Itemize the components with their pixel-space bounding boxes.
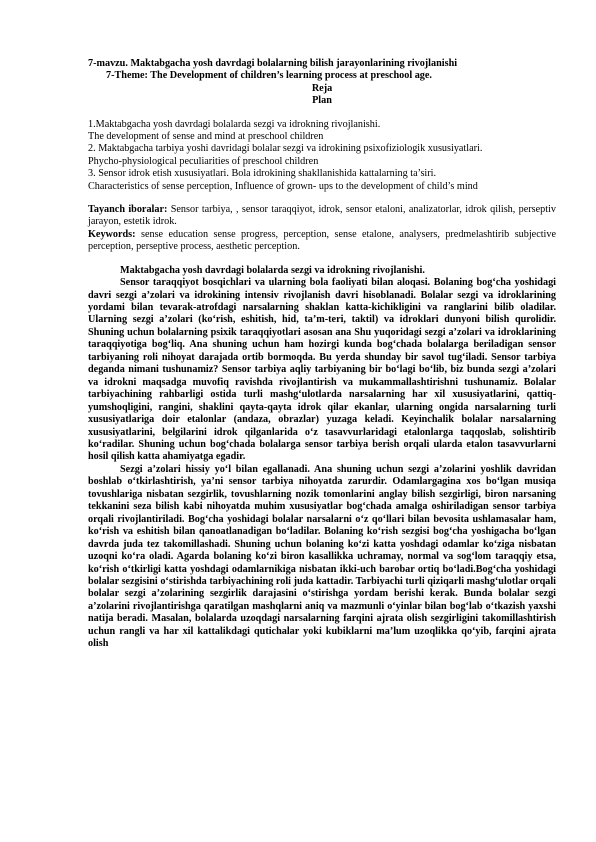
keywords-en — [88, 229, 556, 254]
document-title-en: 7-Theme: The Development of children’s learning process at preschool age. — [106, 70, 432, 82]
keywords-uz-text: Sensor tarbiya, , sensor taraqqiyot, idrok, sensor etaloni, analizatorlar, idrok qilish, perseptiv jarayon, estetik idrok. — [88, 204, 556, 228]
document-title-uz: 7-mavzu. Maktabgacha yosh davrdagi bolalarning bilish jarayonlarining rivojlanishi — [88, 58, 458, 69]
section-title: Maktabgacha yosh davrdagi bolalarda sezgi va idrokning rivojlanishi. — [120, 264, 425, 276]
plan-item: Characteristics of sense perception, Influence of grown- ups to the development of child’s mind — [88, 180, 478, 192]
keywords-uz-label: Tayanch iboralar: — [88, 204, 168, 216]
body-paragraph: Sezgi a’zolari hissiy yo‘l bilan egallanadi. Ana shuning uchun sezgi a’zolarini yoshlik davridan boshlab o‘tkirlashtirish, ya’ni sensor tarbiya nihoyatda zarurdir. Odamlargagina xos bo‘lgan musiqa tovushlariga nisbatan sezgirlik, tovushlarning nozik tomonlarini anglay bilish sezgirligi, biron narsaning tekkanini seza bilish kabi nihoyatda muhim xususiyatlar bog‘chada amalga oshiriladigan sensor tarbiya orqali rivojlantiriladi. Bog‘cha yoshidagi bolalar narsalarni o‘z qo‘llari bilan bevosita ushlamasalar ham, ko‘rish va eshitish bilan qanoatlanadigan bo‘ladilar. Bolaning ko‘rish sezgisi bog‘cha yoshigacha bo‘lgan davrda juda tez takomillashadi. Shuning uchun bolaning ko‘zi katta yoshdagi odamlar ko‘ziga nisbatan uzoqni ko‘ra oladi. Agarda bolaning ko‘zi biron kasallikka uchramay, normal va sog‘lom taraqqiy etsa, ko‘rish o‘tkirligi katta yoshdagi odamlarnikiga nisbatan ikki-uch barobar ortiq bo‘ladi.Bog‘cha yoshidagi bolalar sezgisini o‘stirishda tarbiyachining roli juda kattadir. Tarbiyachi turli qiziqarli mashg‘ulotlar orqali bolalar sezgi a’zolarining sezgirlik darajasini o‘stirishga yordam berishi kerak. Bunda bolalar sezgi a’zolarini rivojlantirishga qaratilgan mashqlarni aniq va mazmunli o‘yinlar bilan bog‘lab o‘tkazish yaxshi natija beradi. Masalan, bolalarda uzoqdagi narsalarning farqini ajrata olish sezgirligini takomillashtirish uchun rangli va har xil kattalikdagi qutichalar yoki kubiklarni ma’lum uzoqlikka qo‘yib, farqini ajrata olish — [88, 463, 556, 650]
keywords-en-label: Keywords: — [88, 228, 136, 240]
plan-item: 3. Sensor idrok etish xususiyatlari. Bola idrokining shakllanishida kattalarning ta’siri. — [88, 168, 437, 180]
body-paragraph: Sensor taraqqiyot bosqichlari va ularning bola faoliyati bilan aloqasi. Bolaning bog‘cha yoshidagi davri sezgi a’zolari va idrokining intensiv rivojlanish davri hisoblanadi. Bolalar sezgi va idroklarining yordami bilan tevarak-atrofdagi narsalarning shaklan katta-kichikligini va ranglarini bilib oladilar. Ularning sezgi a’zolari (ko‘rish, eshitish, hid, ta’m-teri, taktil) va idroklari dunyoni bilish qurolidir. Shuning uchun bolalarning psixik taraqqiyotlari asosan ana Shu yuqoridagi sezgi a’zolari va idroklarining taraqqiyotiga bog‘liq. Ana shuning uchun ham hozirgi kunda bog‘chada bolalarga beriladigan sensor tarbiyaning roli nihoyat darajada ortib bormoqda. Bu yerda shunday bir savol tug‘iladi. Sensor tarbiya deganda nimani tushunamiz? Sensor tarbiya aqliy tarbiyaning bir bo‘lagi bo‘lib, biz bunda sezgi a’zolari va idrokni maqsadga muvofiq ravishda rivojlantirish va mukammallashtirishni tushunamiz. Bolalar tarbiyachining rahbarligi ostida turli mashg‘ulotlarda narsalarning har xil xususiyatlarini, qattiq-yumshoqligini, rangini, shaklini qayta-qayta idrok qilar ekanlar, ularning ongida narsalarning turli xususiyatlariga doir etalonlar (andaza, obrazlar) yuzaga keladi. Keyinchalik bolalar narsalarning xususiyatlarini, belgilarini idrok qilganlarida o‘z tasavvurlaridagi etalonlarga taqqoslab, solishtirib ko‘radilar. Shuning uchun bog‘chada bolalarga sensor tarbiya berish orqali ularda etalon tasavvurlarni hosil qilish katta ahamiyatga egadir. — [88, 277, 556, 463]
plan-heading-en: Plan — [312, 95, 332, 107]
plan-heading-uz: Reja — [311, 82, 333, 94]
document-page — [88, 58, 556, 651]
section-body — [88, 277, 556, 651]
keywords-en-text: sense education sense progress, perception, sense etalone, analysers, predmelashtirib subjective perception, perseptive process, aesthetic perception. — [88, 228, 556, 253]
keywords-uz — [88, 204, 556, 229]
plan-item: Phycho-physiological peculiarities of preschool children — [88, 155, 319, 167]
plan-item: 2. Maktabgacha tarbiya yoshi davridagi bolalar sezgi va idrokining psixofiziologik xususiyatlari. — [88, 143, 483, 155]
plan-item: The development of sense and mind at preschool children — [88, 131, 324, 143]
plan-item: 1.Maktabgacha yosh davrdagi bolalarda sezgi va idrokning rivojlanishi. — [88, 118, 381, 130]
